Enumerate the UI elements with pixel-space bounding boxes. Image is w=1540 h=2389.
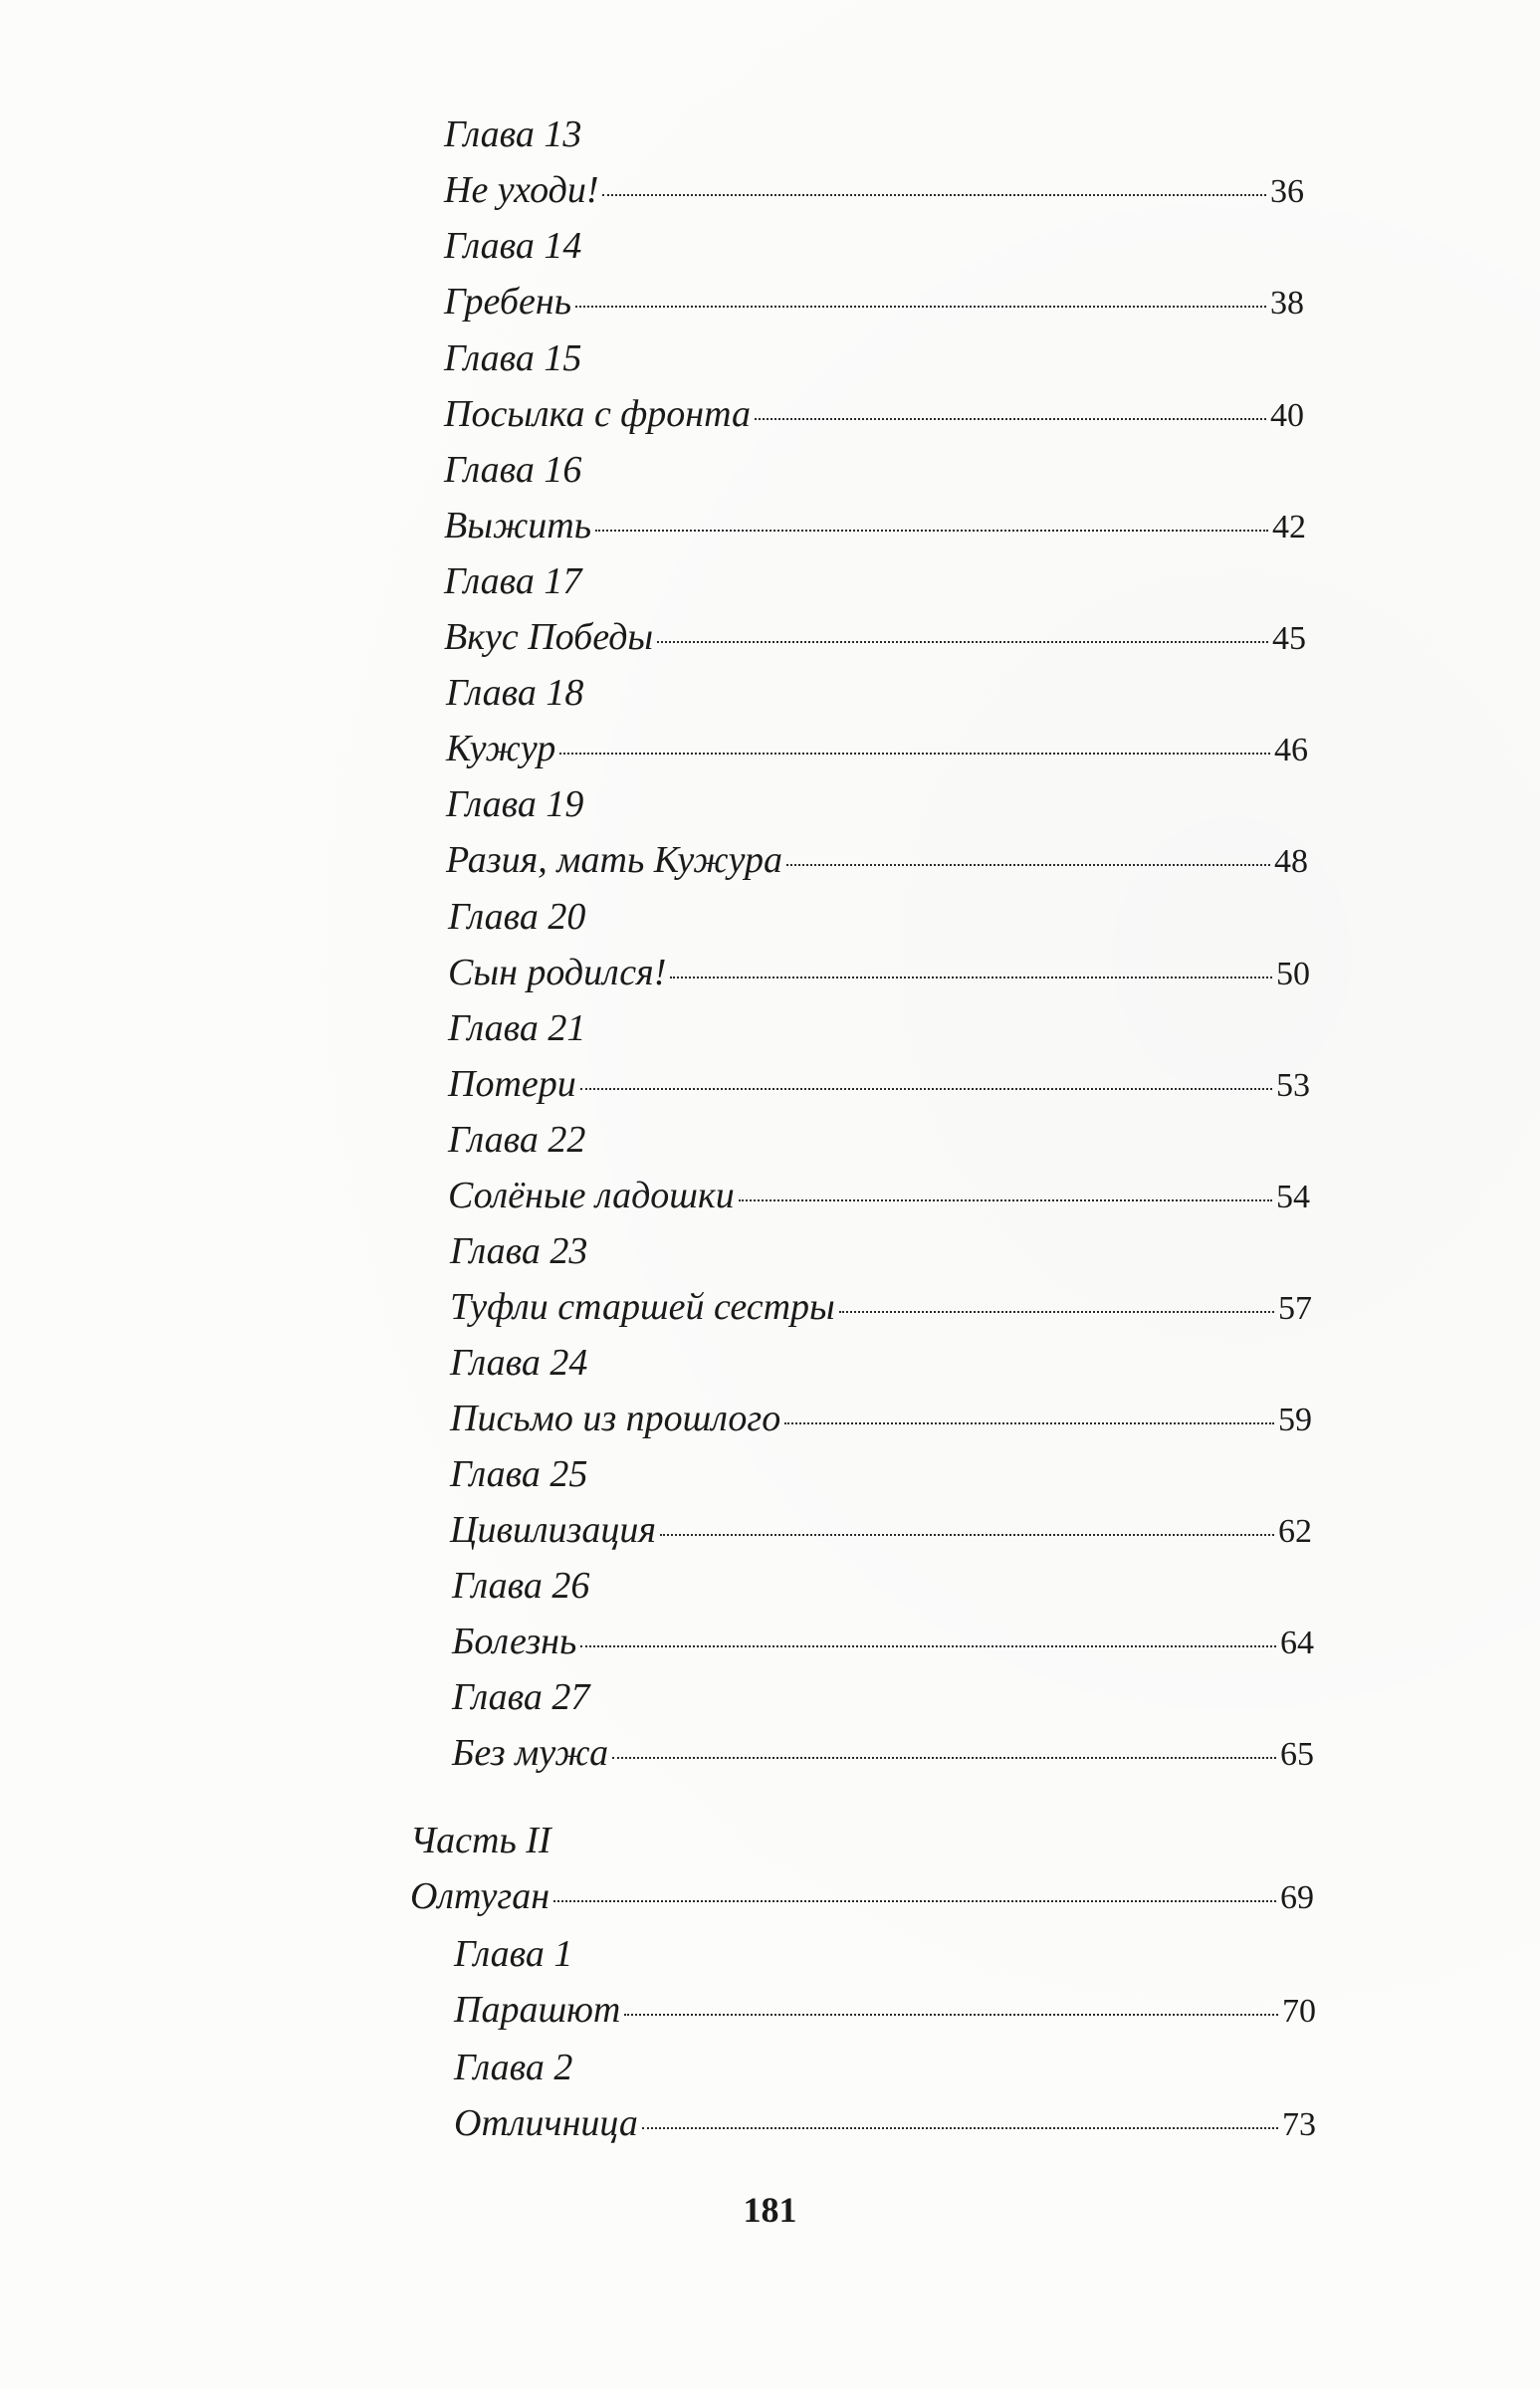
dot-leader (575, 306, 1266, 308)
entry-title: Разия, мать Кужура (446, 839, 782, 881)
chapter-label: Глава 24 (450, 1342, 588, 1384)
toc-entry[interactable] (450, 1396, 1312, 1445)
toc-entry[interactable] (448, 950, 1310, 999)
dot-leader (559, 753, 1270, 755)
entry-page-number: 36 (1270, 173, 1304, 210)
chapter-label: Глава 18 (446, 672, 584, 714)
toc-entry[interactable] (444, 503, 1306, 552)
dot-leader (784, 1422, 1274, 1424)
chapter-label: Глава 26 (452, 1565, 590, 1607)
chapter-label: Глава 14 (444, 225, 582, 267)
entry-page-number: 38 (1270, 285, 1304, 322)
entry-title: Выжить (444, 505, 592, 546)
entry-title: Болезнь (452, 1621, 577, 1662)
page-number: 181 (743, 2190, 797, 2230)
dot-leader (595, 530, 1268, 532)
dot-leader (642, 2127, 1278, 2129)
entry-title: Посылка с фронта (444, 393, 752, 435)
entry-title: Потери (448, 1063, 576, 1105)
entry-title: Отличница (454, 2102, 638, 2144)
entry-page-number: 62 (1278, 1513, 1312, 1550)
toc-entry[interactable] (450, 1284, 1312, 1334)
entry-page-number: 53 (1276, 1067, 1310, 1104)
dot-leader (755, 418, 1266, 420)
chapter-label: Глава 22 (448, 1119, 586, 1161)
toc-entry[interactable] (452, 1730, 1314, 1780)
entry-title: Письмо из прошлого (450, 1398, 781, 1439)
entry-page-number: 64 (1280, 1625, 1314, 1661)
entry-page-number: 45 (1272, 620, 1306, 657)
chapter-label: Глава 19 (446, 783, 584, 825)
entry-page-number: 73 (1282, 2106, 1316, 2143)
toc-entry[interactable] (454, 2100, 1316, 2150)
toc-entry[interactable] (444, 614, 1306, 664)
chapter-label: Глава 17 (444, 560, 582, 602)
entry-page-number: 57 (1278, 1290, 1312, 1327)
dot-leader (786, 864, 1270, 866)
toc-entry[interactable] (444, 279, 1304, 328)
chapter-label: Глава 21 (448, 1007, 586, 1049)
dot-leader (553, 1900, 1276, 1902)
toc-entry[interactable] (444, 391, 1304, 441)
entry-title: Сын родился! (448, 952, 667, 993)
dot-leader (660, 1534, 1274, 1536)
dot-leader (839, 1311, 1274, 1313)
entry-page-number: 48 (1274, 843, 1308, 880)
dot-leader (612, 1757, 1276, 1759)
toc-entry[interactable] (452, 1619, 1314, 1668)
entry-page-number: 46 (1274, 732, 1308, 768)
chapter-label: Глава 13 (444, 113, 582, 155)
chapter-label: Глава 2 (454, 2047, 573, 2088)
entry-title: Туфли старшей сестры (450, 1286, 835, 1328)
chapter-label: Глава 27 (452, 1676, 590, 1718)
toc-entry[interactable] (448, 1061, 1310, 1111)
dot-leader (624, 2014, 1278, 2016)
chapter-label: Глава 15 (444, 337, 582, 379)
dot-leader (602, 194, 1266, 196)
toc-entry[interactable] (446, 837, 1308, 887)
chapter-label: Глава 20 (448, 896, 586, 938)
dot-leader (580, 1645, 1276, 1647)
part-label: Часть II (410, 1820, 551, 1861)
entry-title: Гребень (444, 281, 572, 323)
toc-entry[interactable] (454, 1987, 1316, 2037)
entry-page-number: 42 (1272, 509, 1306, 545)
entry-title: Вкус Победы (444, 616, 654, 658)
toc-part-entry[interactable] (410, 1873, 1314, 1923)
entry-title: Не уходи! (444, 169, 599, 211)
entry-page-number: 54 (1276, 1179, 1310, 1215)
entry-page-number: 70 (1282, 1993, 1316, 2030)
entry-page-number: 50 (1276, 956, 1310, 992)
entry-page-number: 59 (1278, 1402, 1312, 1438)
toc-entry[interactable] (448, 1173, 1310, 1222)
entry-page-number: 40 (1270, 397, 1304, 434)
chapter-label: Глава 16 (444, 449, 582, 491)
dot-leader (580, 1088, 1272, 1090)
entry-page-number: 69 (1280, 1879, 1314, 1916)
entry-title: Кужур (446, 728, 556, 769)
part-title: Олтуган (410, 1875, 550, 1917)
toc-entry[interactable] (444, 167, 1304, 217)
dot-leader (670, 977, 1272, 978)
dot-leader (657, 641, 1268, 643)
entry-title: Парашют (454, 1989, 621, 2031)
entry-title: Цивилизация (450, 1509, 656, 1551)
chapter-label: Глава 1 (454, 1933, 573, 1975)
toc-entry[interactable] (446, 726, 1308, 775)
chapter-label: Глава 23 (450, 1230, 588, 1272)
chapter-label: Глава 25 (450, 1453, 588, 1495)
entry-page-number: 65 (1280, 1736, 1314, 1773)
dot-leader (739, 1199, 1272, 1201)
entry-title: Без мужа (452, 1732, 609, 1774)
toc-entry[interactable] (450, 1507, 1312, 1557)
entry-title: Солёные ладошки (448, 1175, 735, 1216)
